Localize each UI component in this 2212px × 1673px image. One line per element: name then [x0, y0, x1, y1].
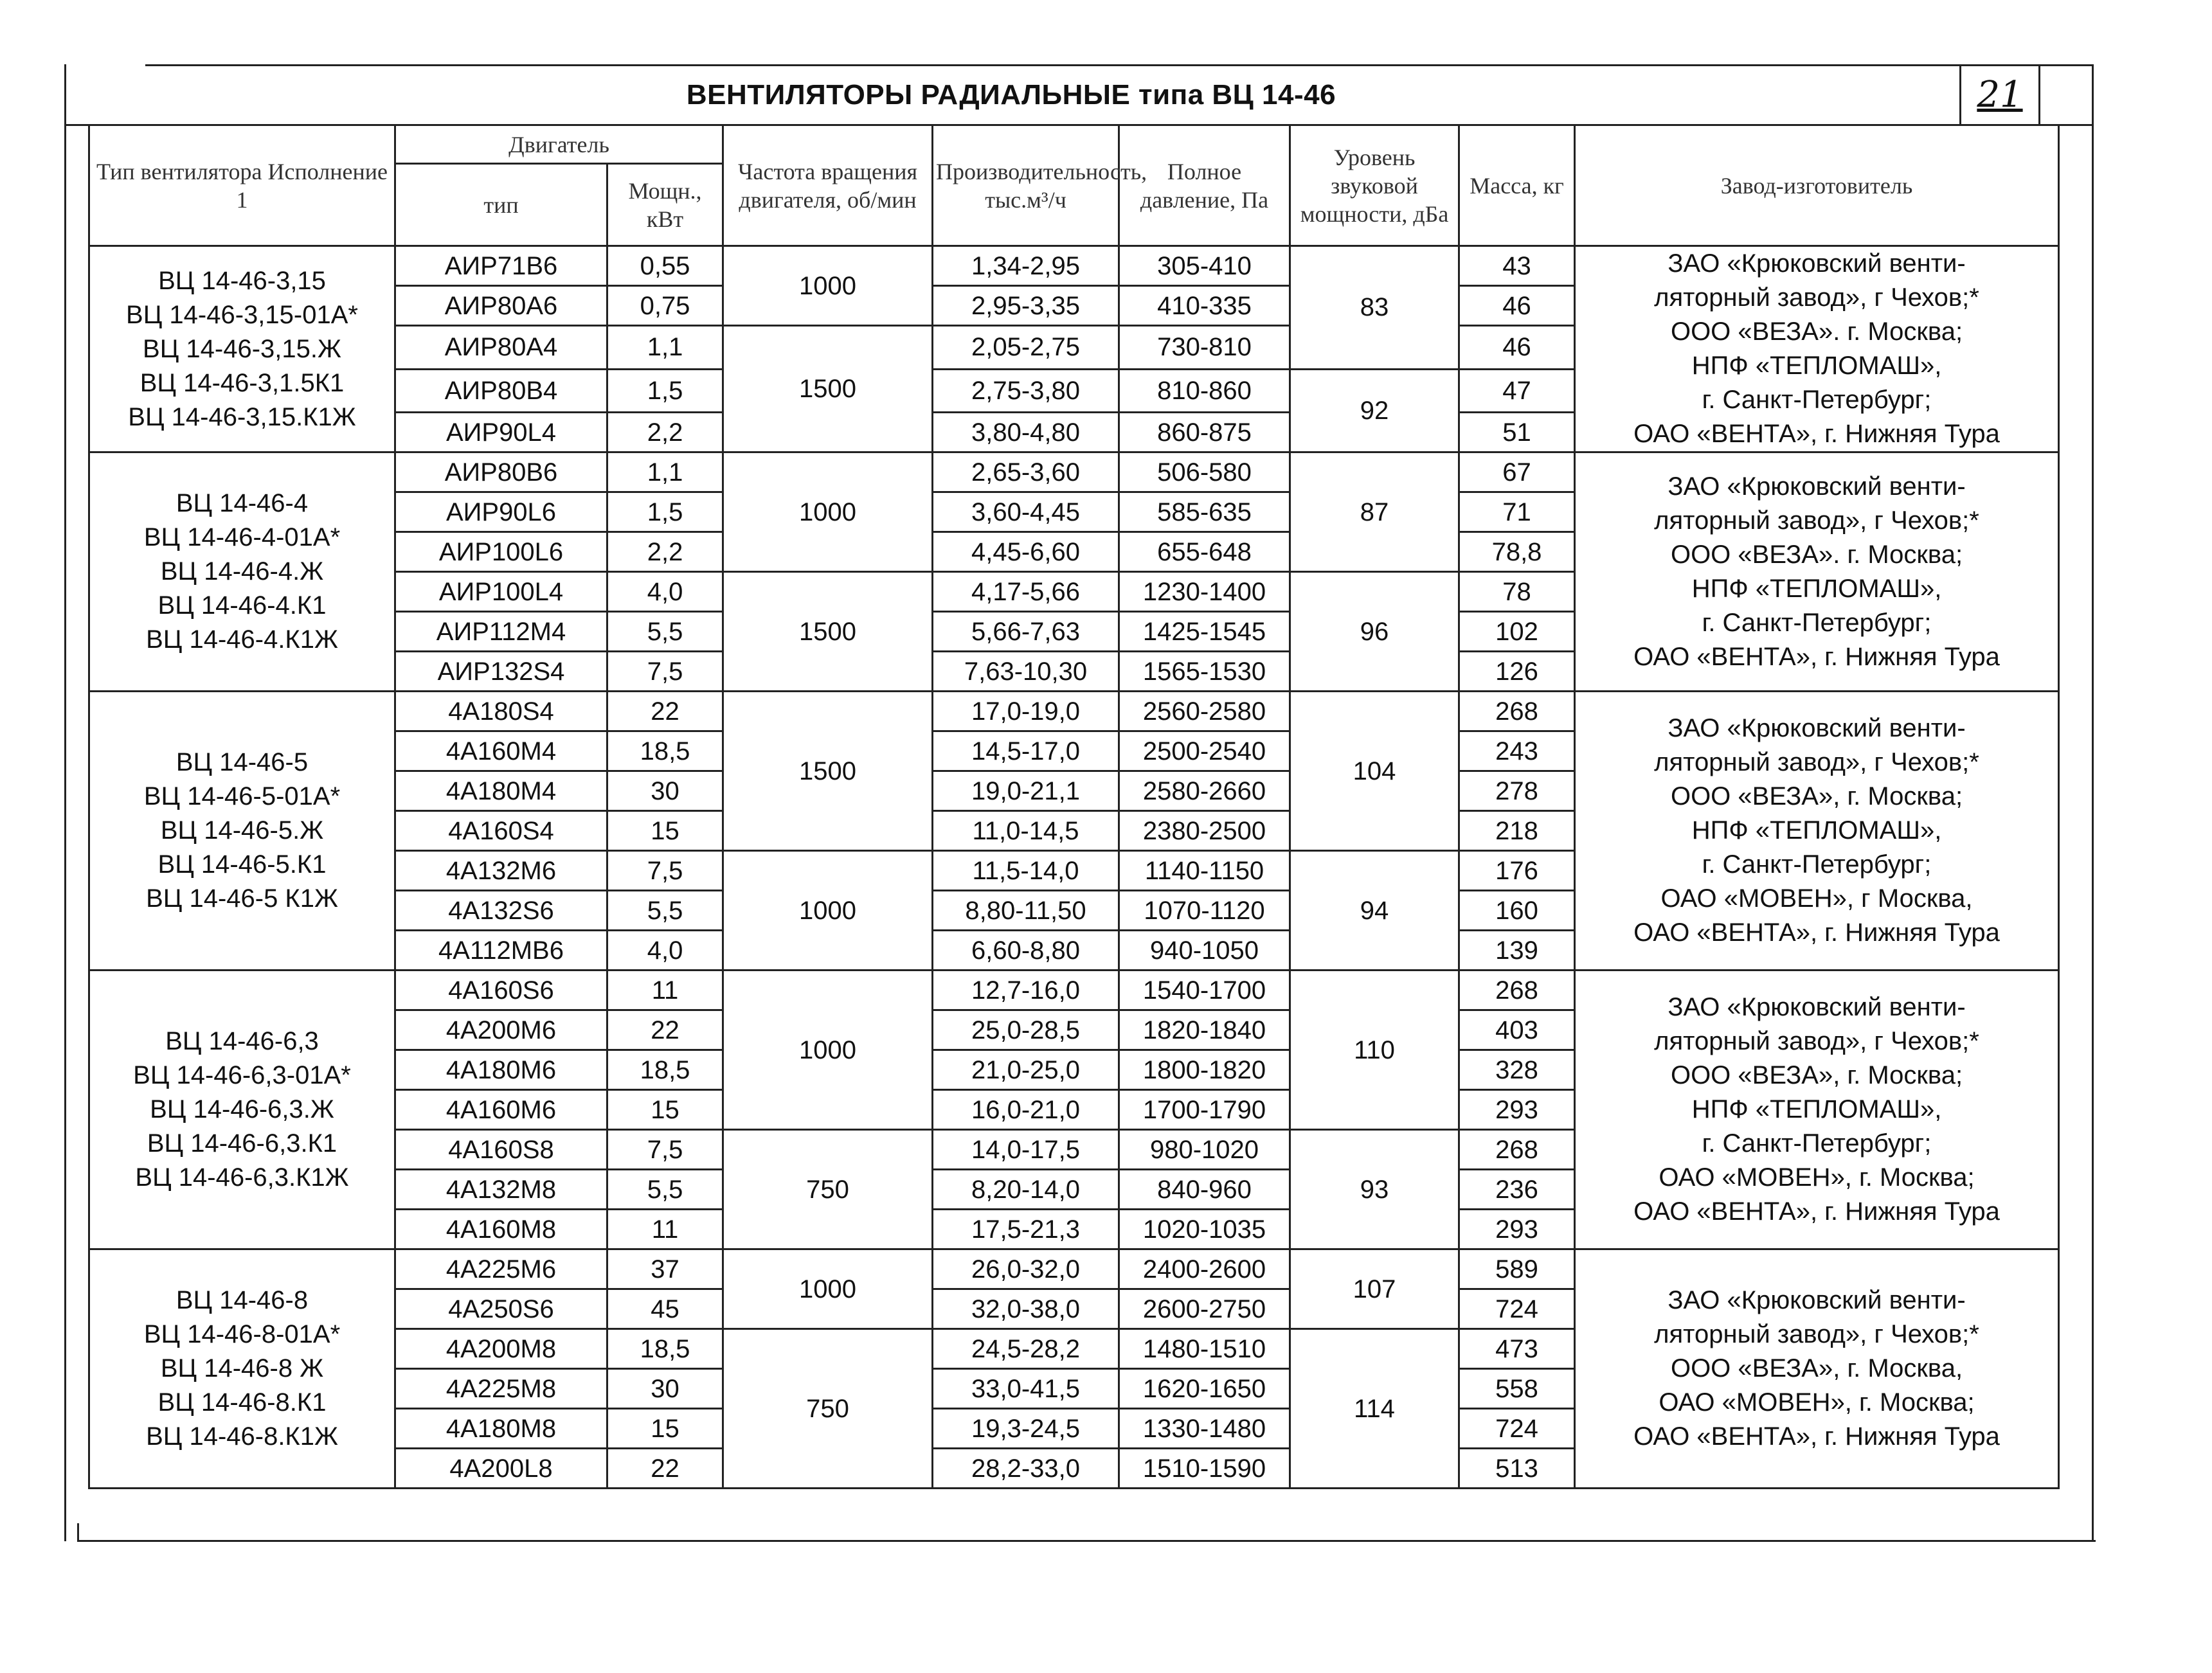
rpm-cell: 750: [723, 1329, 933, 1489]
pressure-cell: 305-410: [1119, 246, 1290, 286]
mass-cell: 724: [1459, 1289, 1575, 1329]
mass-cell: 102: [1459, 612, 1575, 652]
mass-cell: 218: [1459, 811, 1575, 851]
rpm-cell: 1000: [723, 1249, 933, 1329]
header-mass: Масса, кг: [1459, 125, 1575, 246]
fan-model-name: ВЦ 14-46-8: [175, 1286, 309, 1314]
pressure-cell: 730-810: [1119, 326, 1290, 370]
sound-level-cell: 92: [1290, 369, 1459, 452]
capacity-cell: 19,3-24,5: [933, 1409, 1119, 1449]
mass-cell: 176: [1459, 851, 1575, 891]
rpm-cell: 1000: [723, 246, 933, 326]
manufacturer-line: ООО «ВЕЗА», г. Москва;: [1670, 782, 1963, 810]
sound-level-cell: 104: [1290, 692, 1459, 851]
page-title: ВЕНТИЛЯТОРЫ РАДИАЛЬНЫЕ типа ВЦ 14-46: [686, 79, 1336, 111]
fan-model-cell: [89, 1249, 395, 1489]
pressure-cell: 1020-1035: [1119, 1210, 1290, 1249]
fan-model-name: ВЦ 14-46-6,3.К1: [147, 1129, 337, 1158]
engine-type-cell: 4А132S6: [395, 891, 607, 931]
fan-model-name: ВЦ 14-46-5-01А*: [143, 782, 341, 810]
header-sound-level: Уровень звуковой мощности, дБа: [1290, 125, 1459, 246]
sound-level-cell: 110: [1290, 971, 1459, 1130]
fan-model-name: ВЦ 14-46-3,15: [158, 266, 326, 295]
manufacturer-line: НПФ «ТЕПЛОМАШ»,: [1691, 352, 1942, 380]
capacity-cell: 26,0-32,0: [933, 1249, 1119, 1289]
manufacturer-line: г. Санкт-Петербург;: [1702, 608, 1932, 637]
capacity-cell: 5,66-7,63: [933, 612, 1119, 652]
table-row: [89, 452, 2059, 492]
engine-type-cell: 4А180М4: [395, 771, 607, 811]
engine-type-cell: 4А132М8: [395, 1170, 607, 1210]
manufacturer-line: ОАО «ВЕНТА», г. Нижняя Тура: [1633, 1422, 2000, 1451]
header-fan-type: Тип вентилятора Исполнение 1: [89, 125, 395, 246]
manufacturer-line: НПФ «ТЕПЛОМАШ»,: [1691, 574, 1942, 603]
engine-power-cell: 1,5: [607, 492, 723, 532]
manufacturer-line: г. Санкт-Петербург;: [1702, 386, 1932, 414]
table-row: [89, 971, 2059, 1010]
manufacturer-cell: [1575, 692, 2059, 971]
fan-model-name: ВЦ 14-46-3,15.Ж: [143, 334, 341, 363]
pressure-cell: 585-635: [1119, 492, 1290, 532]
pressure-cell: 1800-1820: [1119, 1050, 1290, 1090]
sound-level-cell: 83: [1290, 246, 1459, 370]
mass-cell: 589: [1459, 1249, 1575, 1289]
pressure-cell: 1510-1590: [1119, 1449, 1290, 1489]
capacity-cell: 33,0-41,5: [933, 1369, 1119, 1409]
mass-cell: 51: [1459, 413, 1575, 452]
engine-power-cell: 15: [607, 1090, 723, 1130]
title-bar: [66, 66, 2092, 126]
sound-level-cell: 107: [1290, 1249, 1459, 1329]
engine-type-cell: 4А225М8: [395, 1369, 607, 1409]
capacity-cell: 2,75-3,80: [933, 369, 1119, 413]
capacity-cell: 8,80-11,50: [933, 891, 1119, 931]
engine-type-cell: АИР80В6: [395, 452, 607, 492]
header-capacity: Производительность, тыс.м³/ч: [933, 125, 1119, 246]
fan-model-name: ВЦ 14-46-5.Ж: [160, 816, 324, 845]
mass-cell: 139: [1459, 931, 1575, 971]
manufacturer-line: ЗАО «Крюковский венти-: [1668, 249, 1966, 278]
manufacturer-line: ляторный завод», г Чехов;*: [1654, 1320, 1979, 1348]
pressure-cell: 1480-1510: [1119, 1329, 1290, 1369]
fan-model-name: ВЦ 14-46-5.К1: [157, 850, 327, 879]
capacity-cell: 4,17-5,66: [933, 572, 1119, 612]
engine-type-cell: 4А160S8: [395, 1130, 607, 1170]
capacity-cell: 11,0-14,5: [933, 811, 1119, 851]
capacity-cell: 4,45-6,60: [933, 532, 1119, 572]
manufacturer-line: ОАО «МОВЕН», г Москва,: [1660, 884, 1973, 913]
engine-type-cell: 4А132М6: [395, 851, 607, 891]
engine-type-cell: 4А250S6: [395, 1289, 607, 1329]
engine-power-cell: 0,75: [607, 286, 723, 326]
pressure-cell: 1425-1545: [1119, 612, 1290, 652]
capacity-cell: 3,80-4,80: [933, 413, 1119, 452]
table-body: [89, 246, 2059, 1489]
mass-cell: 71: [1459, 492, 1575, 532]
engine-power-cell: 5,5: [607, 612, 723, 652]
rpm-cell: 750: [723, 1130, 933, 1249]
rpm-cell: 1000: [723, 971, 933, 1130]
engine-type-cell: 4А200М8: [395, 1329, 607, 1369]
capacity-cell: 2,05-2,75: [933, 326, 1119, 370]
table-bottom-tick: [77, 1523, 79, 1541]
engine-type-cell: АИР80А6: [395, 286, 607, 326]
rpm-cell: 1500: [723, 326, 933, 452]
engine-power-cell: 22: [607, 1449, 723, 1489]
manufacturer-line: ЗАО «Крюковский венти-: [1668, 993, 1966, 1021]
manufacturer-line: НПФ «ТЕПЛОМАШ»,: [1691, 1095, 1942, 1123]
engine-power-cell: 2,2: [607, 413, 723, 452]
engine-power-cell: 15: [607, 1409, 723, 1449]
sound-level-cell: 96: [1290, 572, 1459, 692]
capacity-cell: 14,0-17,5: [933, 1130, 1119, 1170]
pressure-cell: 410-335: [1119, 286, 1290, 326]
capacity-cell: 6,60-8,80: [933, 931, 1119, 971]
fan-model-cell: [89, 971, 395, 1249]
fan-model-name: ВЦ 14-46-3,1.5К1: [139, 368, 345, 397]
engine-type-cell: АИР132S4: [395, 652, 607, 692]
capacity-cell: 24,5-28,2: [933, 1329, 1119, 1369]
engine-power-cell: 1,1: [607, 452, 723, 492]
engine-power-cell: 22: [607, 692, 723, 731]
manufacturer-cell: [1575, 452, 2059, 692]
pressure-cell: 2580-2660: [1119, 771, 1290, 811]
capacity-cell: 3,60-4,45: [933, 492, 1119, 532]
engine-power-cell: 0,55: [607, 246, 723, 286]
engine-type-cell: 4А200М6: [395, 1010, 607, 1050]
engine-power-cell: 5,5: [607, 891, 723, 931]
pressure-cell: 2380-2500: [1119, 811, 1290, 851]
capacity-cell: 8,20-14,0: [933, 1170, 1119, 1210]
pressure-cell: 940-1050: [1119, 931, 1290, 971]
page-number-box: [1959, 66, 2040, 124]
engine-type-cell: АИР100L4: [395, 572, 607, 612]
mass-cell: 268: [1459, 971, 1575, 1010]
engine-type-cell: 4А160М8: [395, 1210, 607, 1249]
engine-power-cell: 11: [607, 1210, 723, 1249]
mass-cell: 268: [1459, 1130, 1575, 1170]
header-pressure: Полное давление, Па: [1119, 125, 1290, 246]
pressure-cell: 1140-1150: [1119, 851, 1290, 891]
manufacturer-cell: [1575, 246, 2059, 452]
engine-type-cell: 4А112МВ6: [395, 931, 607, 971]
capacity-cell: 16,0-21,0: [933, 1090, 1119, 1130]
mass-cell: 278: [1459, 771, 1575, 811]
mass-cell: 43: [1459, 246, 1575, 286]
manufacturer-line: ОАО «МОВЕН», г. Москва;: [1659, 1388, 1975, 1417]
sound-level-cell: 87: [1290, 452, 1459, 572]
manufacturer-line: ООО «ВЕЗА». г. Москва;: [1670, 540, 1963, 569]
mass-cell: 473: [1459, 1329, 1575, 1369]
manufacturer-line: НПФ «ТЕПЛОМАШ»,: [1691, 816, 1942, 845]
manufacturer-line: ляторный завод», г Чехов;*: [1654, 506, 1979, 535]
pressure-cell: 860-875: [1119, 413, 1290, 452]
capacity-cell: 21,0-25,0: [933, 1050, 1119, 1090]
fan-model-name: ВЦ 14-46-3,15-01А*: [126, 300, 358, 329]
engine-type-cell: АИР80В4: [395, 369, 607, 413]
mass-cell: 268: [1459, 692, 1575, 731]
manufacturer-line: ляторный завод», г Чехов;*: [1654, 748, 1979, 776]
header-engine: Двигатель: [395, 125, 723, 164]
manufacturer-line: ОАО «ВЕНТА», г. Нижняя Тура: [1633, 420, 2000, 448]
engine-power-cell: 4,0: [607, 931, 723, 971]
fan-model-name: ВЦ 14-46-4: [175, 489, 309, 517]
header-engine-power: Мощн., кВт: [607, 164, 723, 246]
mass-cell: 47: [1459, 369, 1575, 413]
engine-type-cell: АИР90L4: [395, 413, 607, 452]
page-number: 21: [1977, 74, 2023, 116]
manufacturer-line: ЗАО «Крюковский венти-: [1668, 714, 1966, 742]
fan-model-name: ВЦ 14-46-8-01А*: [143, 1320, 341, 1348]
mass-cell: 46: [1459, 286, 1575, 326]
pressure-cell: 506-580: [1119, 452, 1290, 492]
fan-model-name: ВЦ 14-46-4.К1: [157, 591, 327, 620]
capacity-cell: 1,34-2,95: [933, 246, 1119, 286]
mass-cell: 243: [1459, 731, 1575, 771]
fan-model-cell: [89, 246, 395, 452]
capacity-cell: 12,7-16,0: [933, 971, 1119, 1010]
capacity-cell: 17,0-19,0: [933, 692, 1119, 731]
manufacturer-line: ЗАО «Крюковский венти-: [1668, 1286, 1966, 1314]
fan-model-name: ВЦ 14-46-6,3-01А*: [133, 1061, 351, 1089]
pressure-cell: 1565-1530: [1119, 652, 1290, 692]
table-row: [89, 246, 2059, 286]
fan-model-name: ВЦ 14-46-5: [175, 748, 309, 776]
engine-type-cell: 4А225М6: [395, 1249, 607, 1289]
capacity-cell: 19,0-21,1: [933, 771, 1119, 811]
engine-power-cell: 7,5: [607, 851, 723, 891]
fan-model-name: ВЦ 14-46-8.К1Ж: [146, 1422, 338, 1451]
engine-type-cell: 4А200L8: [395, 1449, 607, 1489]
engine-type-cell: АИР100L6: [395, 532, 607, 572]
engine-power-cell: 1,5: [607, 369, 723, 413]
pressure-cell: 1540-1700: [1119, 971, 1290, 1010]
mass-cell: 67: [1459, 452, 1575, 492]
engine-power-cell: 5,5: [607, 1170, 723, 1210]
manufacturer-line: ляторный завод», г Чехов;*: [1654, 283, 1979, 312]
fan-model-name: ВЦ 14-46-5 К1Ж: [146, 884, 338, 913]
sound-level-cell: 114: [1290, 1329, 1459, 1489]
capacity-cell: 25,0-28,5: [933, 1010, 1119, 1050]
pressure-cell: 1620-1650: [1119, 1369, 1290, 1409]
pressure-cell: 1230-1400: [1119, 572, 1290, 612]
engine-power-cell: 30: [607, 771, 723, 811]
engine-type-cell: АИР90L6: [395, 492, 607, 532]
engine-type-cell: 4А160М6: [395, 1090, 607, 1130]
rpm-cell: 1000: [723, 452, 933, 572]
mass-cell: 78: [1459, 572, 1575, 612]
pressure-cell: 1330-1480: [1119, 1409, 1290, 1449]
engine-power-cell: 18,5: [607, 1329, 723, 1369]
mass-cell: 293: [1459, 1090, 1575, 1130]
fan-model-name: ВЦ 14-46-4-01А*: [143, 523, 341, 551]
fan-model-cell: [89, 452, 395, 692]
rpm-cell: 1000: [723, 851, 933, 971]
mass-cell: 558: [1459, 1369, 1575, 1409]
sound-level-cell: 94: [1290, 851, 1459, 971]
pressure-cell: 2500-2540: [1119, 731, 1290, 771]
fan-model-name: ВЦ 14-46-4.К1Ж: [146, 625, 338, 654]
engine-type-cell: 4А180М8: [395, 1409, 607, 1449]
mass-cell: 46: [1459, 326, 1575, 370]
capacity-cell: 7,63-10,30: [933, 652, 1119, 692]
engine-power-cell: 7,5: [607, 652, 723, 692]
engine-power-cell: 15: [607, 811, 723, 851]
mass-cell: 293: [1459, 1210, 1575, 1249]
engine-type-cell: 4А160М4: [395, 731, 607, 771]
engine-power-cell: 45: [607, 1289, 723, 1329]
fan-model-name: ВЦ 14-46-6,3.Ж: [150, 1095, 334, 1123]
capacity-cell: 32,0-38,0: [933, 1289, 1119, 1329]
capacity-cell: 11,5-14,0: [933, 851, 1119, 891]
fan-model-name: ВЦ 14-46-6,3: [165, 1027, 319, 1055]
table-row: [89, 1249, 2059, 1289]
engine-power-cell: 11: [607, 971, 723, 1010]
header-rpm: Частота вращения двигателя, об/мин: [723, 125, 933, 246]
fan-model-name: ВЦ 14-46-8.К1: [157, 1388, 327, 1417]
engine-type-cell: АИР112М4: [395, 612, 607, 652]
manufacturer-line: г. Санкт-Петербург;: [1702, 1129, 1932, 1158]
manufacturer-line: ООО «ВЕЗА». г. Москва;: [1670, 318, 1963, 346]
manufacturer-cell: [1575, 971, 2059, 1249]
pressure-cell: 840-960: [1119, 1170, 1290, 1210]
frame-right-border: [2092, 64, 2094, 1541]
mass-cell: 160: [1459, 891, 1575, 931]
pressure-cell: 810-860: [1119, 369, 1290, 413]
manufacturer-line: ООО «ВЕЗА», г. Москва,: [1670, 1354, 1963, 1382]
manufacturer-line: ЗАО «Крюковский венти-: [1668, 472, 1966, 501]
engine-power-cell: 4,0: [607, 572, 723, 612]
manufacturer-line: ОАО «ВЕНТА», г. Нижняя Тура: [1633, 1197, 2000, 1226]
pressure-cell: 1820-1840: [1119, 1010, 1290, 1050]
pressure-cell: 2600-2750: [1119, 1289, 1290, 1329]
capacity-cell: 14,5-17,0: [933, 731, 1119, 771]
pressure-cell: 2400-2600: [1119, 1249, 1290, 1289]
fan-model-name: ВЦ 14-46-6,3.К1Ж: [135, 1163, 349, 1192]
engine-type-cell: 4А180S4: [395, 692, 607, 731]
engine-power-cell: 37: [607, 1249, 723, 1289]
fan-model-name: ВЦ 14-46-3,15.К1Ж: [128, 402, 356, 431]
engine-power-cell: 30: [607, 1369, 723, 1409]
table-row: [89, 692, 2059, 731]
engine-power-cell: 1,1: [607, 326, 723, 370]
capacity-cell: 2,65-3,60: [933, 452, 1119, 492]
manufacturer-line: ОАО «ВЕНТА», г. Нижняя Тура: [1633, 642, 2000, 671]
manufacturer-cell: [1575, 1249, 2059, 1489]
header-manufacturer: Завод-изготовитель: [1575, 125, 2059, 246]
rpm-cell: 1500: [723, 572, 933, 692]
fan-spec-table: [88, 124, 2060, 1489]
capacity-cell: 17,5-21,3: [933, 1210, 1119, 1249]
fan-model-cell: [89, 692, 395, 971]
mass-cell: 236: [1459, 1170, 1575, 1210]
engine-type-cell: 4А180М6: [395, 1050, 607, 1090]
fan-model-name: ВЦ 14-46-8 Ж: [160, 1354, 324, 1382]
frame-left-border: [64, 64, 66, 1541]
mass-cell: 78,8: [1459, 532, 1575, 572]
capacity-cell: 2,95-3,35: [933, 286, 1119, 326]
engine-power-cell: 18,5: [607, 731, 723, 771]
engine-power-cell: 18,5: [607, 1050, 723, 1090]
manufacturer-line: ОАО «МОВЕН», г. Москва;: [1659, 1163, 1975, 1192]
fan-model-name: ВЦ 14-46-4.Ж: [160, 557, 324, 586]
engine-power-cell: 22: [607, 1010, 723, 1050]
engine-power-cell: 7,5: [607, 1130, 723, 1170]
mass-cell: 403: [1459, 1010, 1575, 1050]
engine-type-cell: АИР71В6: [395, 246, 607, 286]
pressure-cell: 980-1020: [1119, 1130, 1290, 1170]
sound-level-cell: 93: [1290, 1130, 1459, 1249]
pressure-cell: 2560-2580: [1119, 692, 1290, 731]
mass-cell: 513: [1459, 1449, 1575, 1489]
pressure-cell: 655-648: [1119, 532, 1290, 572]
mass-cell: 724: [1459, 1409, 1575, 1449]
manufacturer-line: ляторный завод», г Чехов;*: [1654, 1027, 1979, 1055]
engine-type-cell: АИР80А4: [395, 326, 607, 370]
capacity-cell: 28,2-33,0: [933, 1449, 1119, 1489]
rpm-cell: 1500: [723, 692, 933, 851]
manufacturer-line: ОАО «ВЕНТА», г. Нижняя Тура: [1633, 918, 2000, 947]
engine-type-cell: 4А160S4: [395, 811, 607, 851]
engine-type-cell: 4А160S6: [395, 971, 607, 1010]
engine-power-cell: 2,2: [607, 532, 723, 572]
table-bottom-rule: [77, 1540, 2096, 1542]
manufacturer-line: г. Санкт-Петербург;: [1702, 850, 1932, 879]
header-engine-type: тип: [395, 164, 607, 246]
mass-cell: 126: [1459, 652, 1575, 692]
pressure-cell: 1070-1120: [1119, 891, 1290, 931]
manufacturer-line: ООО «ВЕЗА», г. Москва;: [1670, 1061, 1963, 1089]
mass-cell: 328: [1459, 1050, 1575, 1090]
pressure-cell: 1700-1790: [1119, 1090, 1290, 1130]
